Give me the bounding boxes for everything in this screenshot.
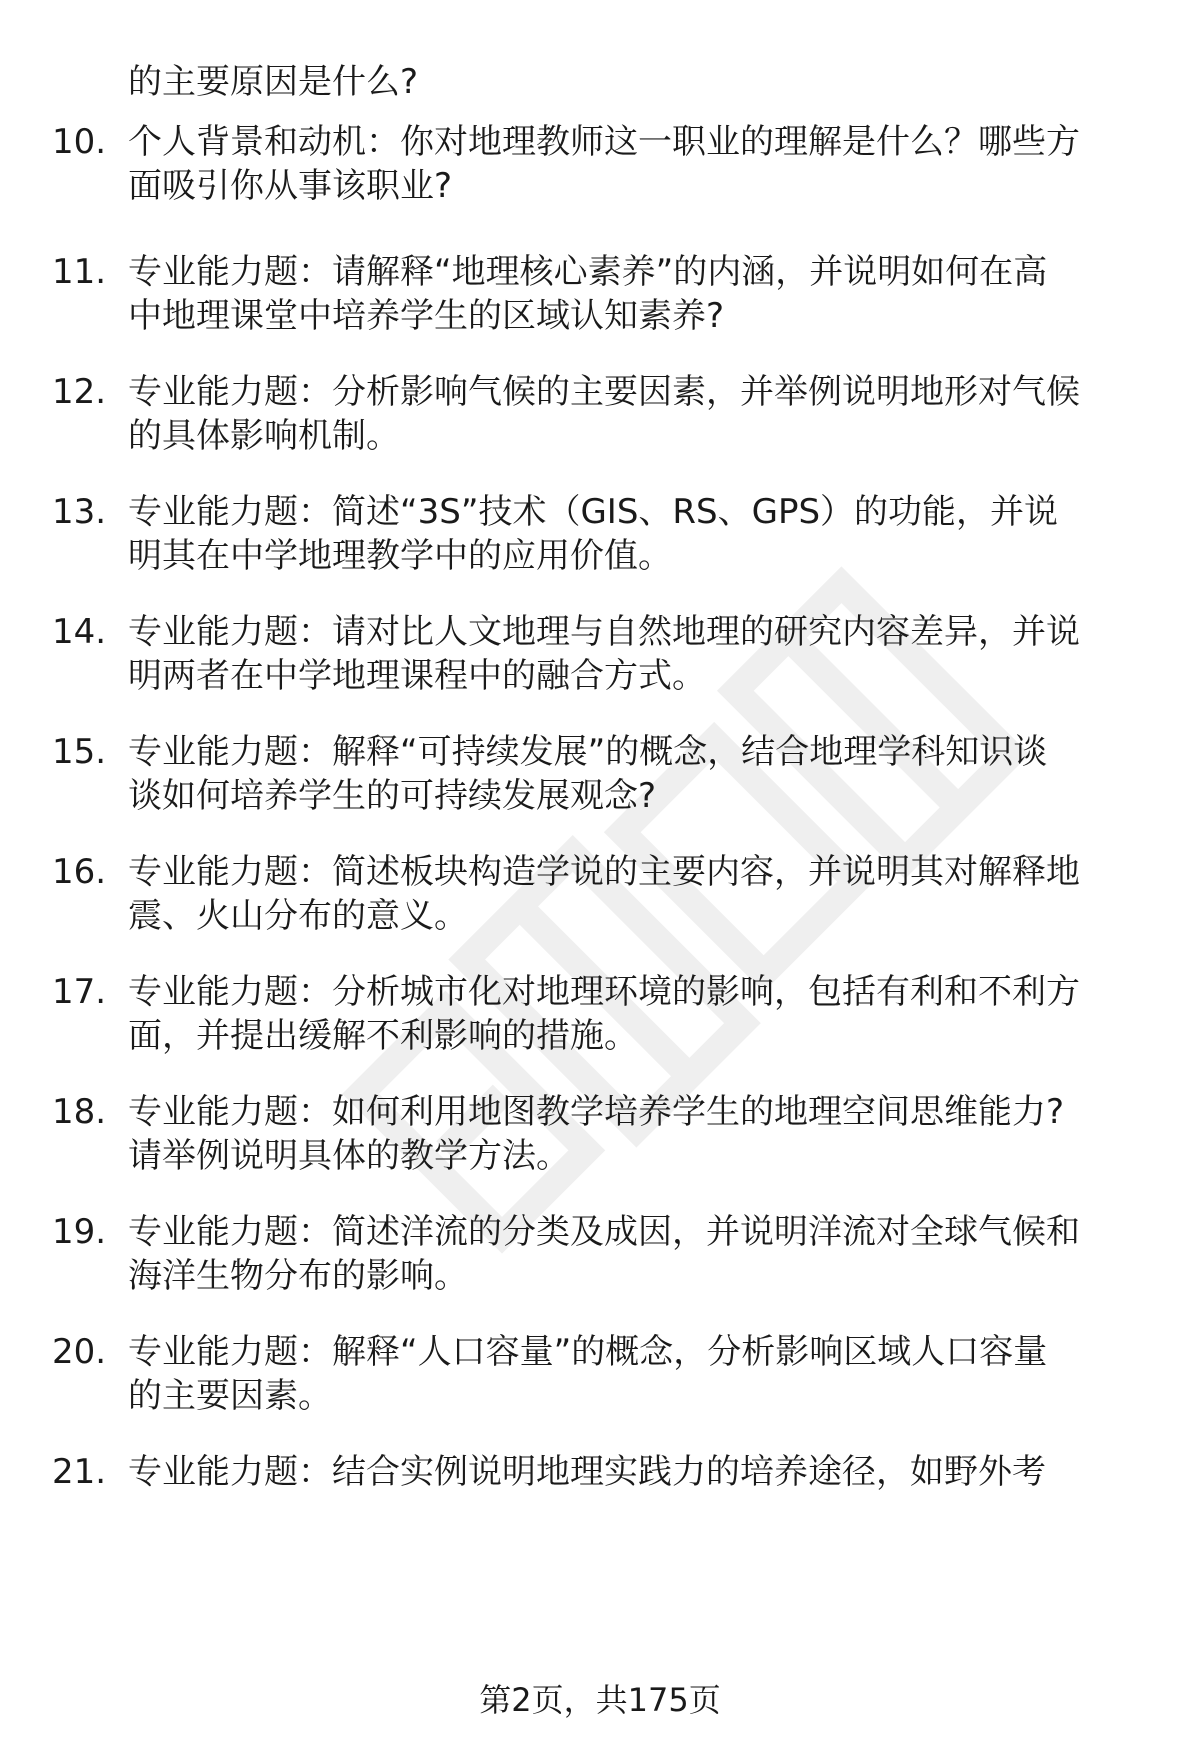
question-number: 10. <box>52 122 107 162</box>
question-number: 14. <box>52 612 107 652</box>
page-footer: 第2页，共175页 <box>479 1681 721 1719</box>
question-item <box>52 120 1142 208</box>
question-line: 专业能力题：简述“3S”技术（GIS、RS、GPS）的功能，并说 <box>128 492 1059 532</box>
question-line: 专业能力题：解释“人口容量”的概念，分析影响区域人口容量 <box>128 1332 1048 1372</box>
question-text <box>128 250 1142 338</box>
question-item <box>52 250 1142 338</box>
question-item <box>52 610 1142 698</box>
continuation-line: 的主要原因是什么? <box>128 62 419 102</box>
question-line: 海洋生物分布的影响。 <box>128 1256 468 1296</box>
question-line: 专业能力题：结合实例说明地理实践力的培养途径，如野外考 <box>128 1452 1046 1492</box>
question-line: 明两者在中学地理课程中的融合方式。 <box>128 656 706 696</box>
question-line: 中地理课堂中培养学生的区域认知素养? <box>128 296 725 336</box>
question-item <box>52 970 1142 1058</box>
question-line: 专业能力题：如何利用地图教学培养学生的地理空间思维能力? <box>128 1092 1065 1132</box>
question-line: 请举例说明具体的教学方法。 <box>128 1136 570 1176</box>
question-item <box>52 730 1142 818</box>
question-number: 13. <box>52 492 107 532</box>
question-text <box>128 370 1142 458</box>
question-item <box>52 1450 1142 1494</box>
question-line: 个人背景和动机：你对地理教师这一职业的理解是什么？哪些方 <box>128 122 1080 162</box>
question-text <box>128 610 1142 698</box>
question-line: 震、火山分布的意义。 <box>128 896 468 936</box>
question-text <box>128 1210 1142 1298</box>
question-line: 专业能力题：分析影响气候的主要因素，并举例说明地形对气候 <box>128 372 1080 412</box>
question-number: 15. <box>52 732 107 772</box>
question-line: 的主要因素。 <box>128 1376 332 1416</box>
question-text <box>128 1090 1142 1178</box>
question-number: 16. <box>52 852 107 892</box>
question-line: 专业能力题：请解释“地理核心素养”的内涵，并说明如何在高 <box>128 252 1048 292</box>
question-line: 专业能力题：简述板块构造学说的主要内容，并说明其对解释地 <box>128 852 1080 892</box>
question-text <box>128 730 1142 818</box>
question-text <box>128 1450 1142 1494</box>
question-text <box>128 850 1142 938</box>
question-number: 11. <box>52 252 107 292</box>
question-text <box>128 490 1142 578</box>
question-line: 的具体影响机制。 <box>128 416 400 456</box>
question-number: 20. <box>52 1332 107 1372</box>
question-number: 19. <box>52 1212 107 1252</box>
question-line: 专业能力题：请对比人文地理与自然地理的研究内容差异，并说 <box>128 612 1080 652</box>
question-item <box>52 1330 1142 1418</box>
question-line: 谈如何培养学生的可持续发展观念? <box>128 776 657 816</box>
question-item <box>52 1090 1142 1178</box>
question-line: 面，并提出缓解不利影响的措施。 <box>128 1016 638 1056</box>
question-text <box>128 120 1142 208</box>
question-number: 12. <box>52 372 107 412</box>
question-item <box>52 490 1142 578</box>
question-line: 面吸引你从事该职业? <box>128 166 453 206</box>
question-line: 专业能力题：解释“可持续发展”的概念，结合地理学科知识谈 <box>128 732 1048 772</box>
question-line: 专业能力题：简述洋流的分类及成因，并说明洋流对全球气候和 <box>128 1212 1080 1252</box>
question-number: 21. <box>52 1452 107 1492</box>
question-item <box>52 1210 1142 1298</box>
question-text <box>128 1330 1142 1418</box>
question-item <box>52 850 1142 938</box>
question-number: 17. <box>52 972 107 1012</box>
question-text <box>128 970 1142 1058</box>
question-number: 18. <box>52 1092 107 1132</box>
question-line: 明其在中学地理教学中的应用价值。 <box>128 536 672 576</box>
question-item <box>52 370 1142 458</box>
question-line: 专业能力题：分析城市化对地理环境的影响，包括有利和不利方 <box>128 972 1080 1012</box>
